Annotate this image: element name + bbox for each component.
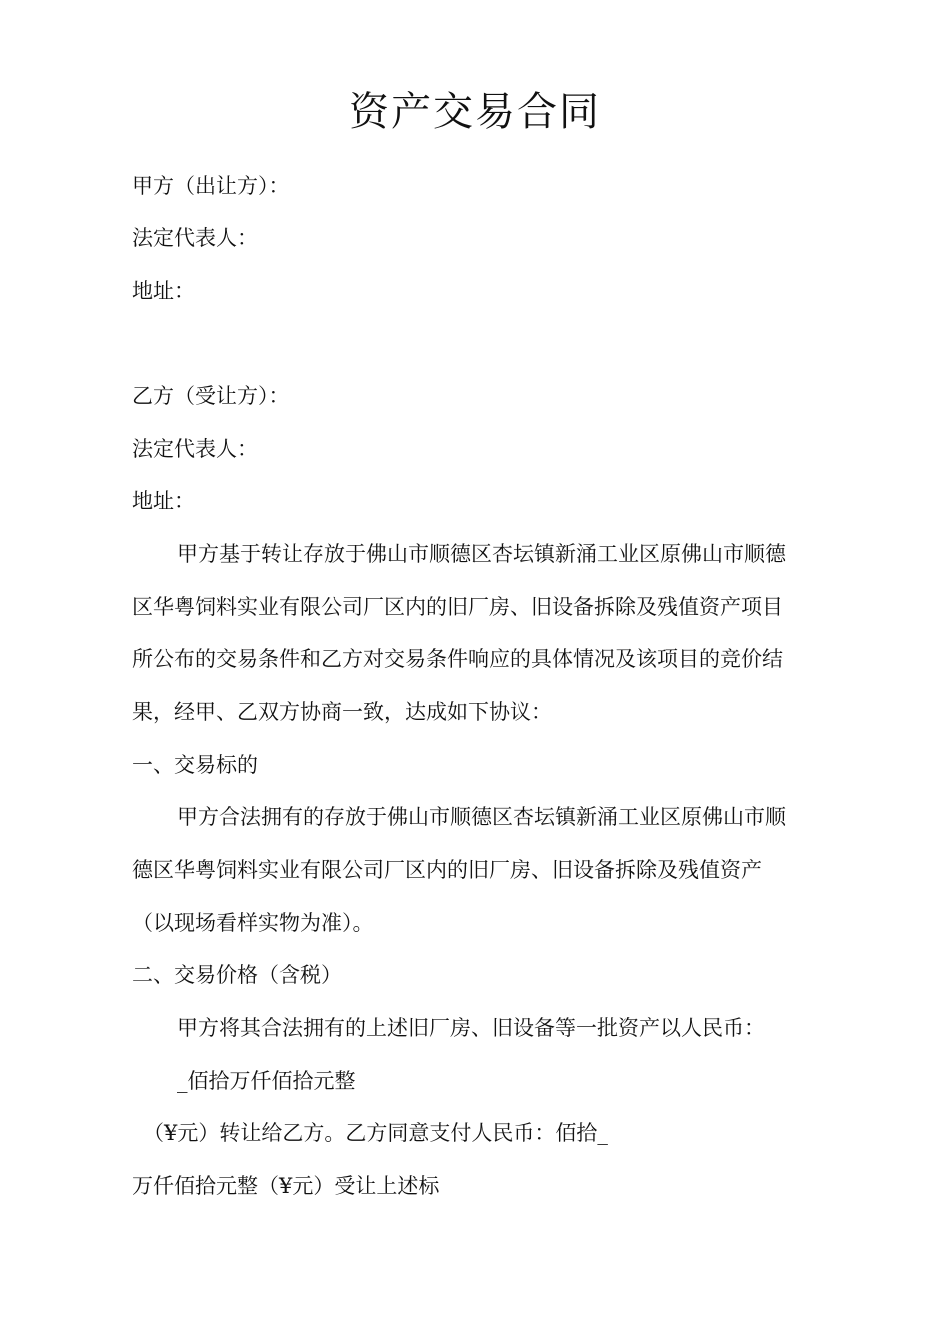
section2-body-line: （¥元）转让给乙方。乙方同意支付人民币：佰拾_ xyxy=(143,1121,608,1145)
section2-heading: 二、交易价格（含税） xyxy=(132,963,342,987)
preamble-line: 果，经甲、乙双方协商一致，达成如下协议： xyxy=(132,700,552,724)
section1-body-line: 甲方合法拥有的存放于佛山市顺德区杏坛镇新涌工业区原佛山市顺 xyxy=(177,805,786,829)
party-a-label: 甲方（出让方）： xyxy=(132,174,290,198)
section2-body-line: 万仟佰拾元整（¥元）受让上述标 xyxy=(132,1174,440,1198)
party-b-label: 乙方（受让方）： xyxy=(132,384,290,408)
party-a-address: 地址： xyxy=(132,279,195,303)
preamble-line: 所公布的交易条件和乙方对交易条件响应的具体情况及该项目的竞价结 xyxy=(132,647,783,671)
party-a-representative: 法定代表人： xyxy=(132,226,258,250)
section2-body-line: 甲方将其合法拥有的上述旧厂房、旧设备等一批资产以人民币： xyxy=(177,1016,765,1040)
preamble-line: 区华粤饲料实业有限公司厂区内的旧厂房、旧设备拆除及残值资产项目 xyxy=(132,595,783,619)
document-title: 资产交易合同 xyxy=(349,89,601,135)
section1-body-line: 德区华粤饲料实业有限公司厂区内的旧厂房、旧设备拆除及残值资产 xyxy=(132,858,762,882)
section2-body-line: _佰拾万仟佰拾元整 xyxy=(177,1069,356,1093)
party-b-address: 地址： xyxy=(132,489,195,513)
party-b-representative: 法定代表人： xyxy=(132,437,258,461)
section1-body-line: （以现场看样实物为准）。 xyxy=(132,911,374,935)
preamble-line: 甲方基于转让存放于佛山市顺德区杏坛镇新涌工业区原佛山市顺德 xyxy=(177,542,786,566)
section1-heading: 一、交易标的 xyxy=(132,753,258,777)
